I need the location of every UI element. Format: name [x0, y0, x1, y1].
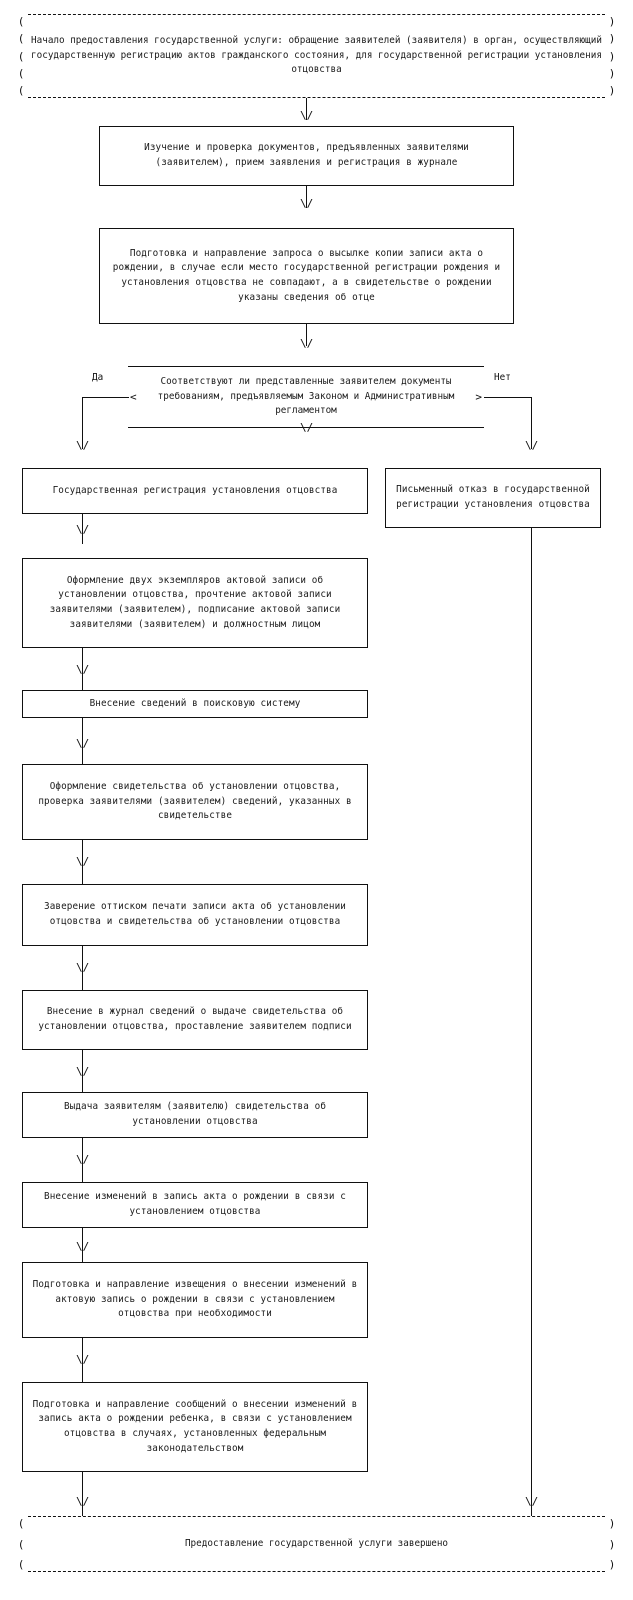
terminator-left-bracket: ( ( ( ( (: [17, 15, 25, 97]
decision-no-line: [484, 397, 532, 398]
arrowhead-step4-step5: \/: [76, 663, 90, 676]
arrowhead-step6-step7: \/: [76, 855, 90, 868]
node-step3: Государственная регистрация установления отцовства: [22, 468, 368, 514]
start-terminator: [14, 14, 619, 98]
arrowhead-step12-end: \/: [76, 1495, 90, 1508]
arrowhead-step9-step10: \/: [76, 1153, 90, 1166]
node-step8: Внесение в журнал сведений о выдаче свидетельства об установлении отцовства, проставление заявителем подписи: [22, 990, 368, 1050]
decision-left-point: <: [130, 390, 137, 404]
terminator-right-bracket: ) ) ) ) ): [608, 15, 616, 97]
arrowhead-yes-branch: \/: [76, 439, 90, 452]
arrowhead-step3-step4: \/: [76, 523, 90, 536]
arrowhead-no-branch: \/: [525, 439, 539, 452]
end-terminator-right-bracket: ) ) ): [608, 1517, 616, 1571]
connector-reject-end: [531, 528, 532, 1516]
arrowhead-step8-step9: \/: [76, 1065, 90, 1078]
arrowhead-step10-step11: \/: [76, 1240, 90, 1253]
connector-step12-end: [82, 1472, 83, 1516]
decision-yes-label: Да: [92, 372, 104, 383]
end-terminator: [14, 1516, 619, 1572]
end-terminator-left-bracket: ( ( (: [17, 1517, 25, 1571]
arrowhead-start-step1: \/: [300, 109, 314, 122]
node-step6: Оформление свидетельства об установлении отцовства, проверка заявителями (заявителем) сведений, указанных в свидетельстве: [22, 764, 368, 840]
decision-no-label: Нет: [494, 372, 511, 383]
arrowhead-step2-decision: \/: [300, 337, 314, 350]
arrowhead-step11-step12: \/: [76, 1353, 90, 1366]
node-step4: Оформление двух экземпляров актовой записи об установлении отцовства, прочтение актовой записи заявителями (заявителем), подписание актовой записи заявителями (заявителем) и должностным лицом: [22, 558, 368, 648]
node-step9: Выдача заявителям (заявителю) свидетельства об установлении отцовства: [22, 1092, 368, 1138]
node-step5: Внесение сведений в поисковую систему: [22, 690, 368, 718]
decision-label: Соответствуют ли представленные заявителем документы требованиям, предъявляемым Законом и Административным регламентом: [157, 376, 455, 417]
arrowhead-reject-end: \/: [525, 1495, 539, 1508]
decision-right-point: >: [475, 390, 482, 404]
arrowhead-step5-step6: \/: [76, 737, 90, 750]
node-step7: Заверение оттиском печати записи акта об установлении отцовства и свидетельства об установлении отцовства: [22, 884, 368, 946]
arrowhead-step7-step8: \/: [76, 961, 90, 974]
node-decision: [128, 366, 484, 428]
end-terminator-label: Предоставление государственной услуги завершено: [28, 1516, 605, 1572]
node-step11: Подготовка и направление извещения о внесении изменений в актовую запись о рождении в связи с установлением отцовства при необходимости: [22, 1262, 368, 1338]
decision-bottom-arrow: \/: [300, 421, 314, 434]
decision-yes-line: [82, 397, 129, 398]
node-step12: Подготовка и направление сообщений о внесении изменений в запись акта о рождении ребенка, в связи с установлением отцовства в случаях, установленных федеральным законодательством: [22, 1382, 368, 1472]
node-reject: Письменный отказ в государственной регистрации установления отцовства: [385, 468, 601, 528]
node-step2: Подготовка и направление запроса о высылке копии записи акта о рождении, в случае если место государственной регистрации рождения и установления отцовства не совпадают, а в свидетельстве о рождении указаны сведения об отце: [99, 228, 514, 324]
start-terminator-label: Начало предоставления государственной услуги: обращение заявителей (заявителя) в орган, осуществляющий государственную регистрацию актов гражданского состояния, для государственной регистрации установления отцовства: [28, 14, 605, 98]
node-step10: Внесение изменений в запись акта о рождении в связи с установлением отцовства: [22, 1182, 368, 1228]
node-step1: Изучение и проверка документов, предъявленных заявителями (заявителем), прием заявления и регистрация в журнале: [99, 126, 514, 186]
arrowhead-step1-step2: \/: [300, 197, 314, 210]
